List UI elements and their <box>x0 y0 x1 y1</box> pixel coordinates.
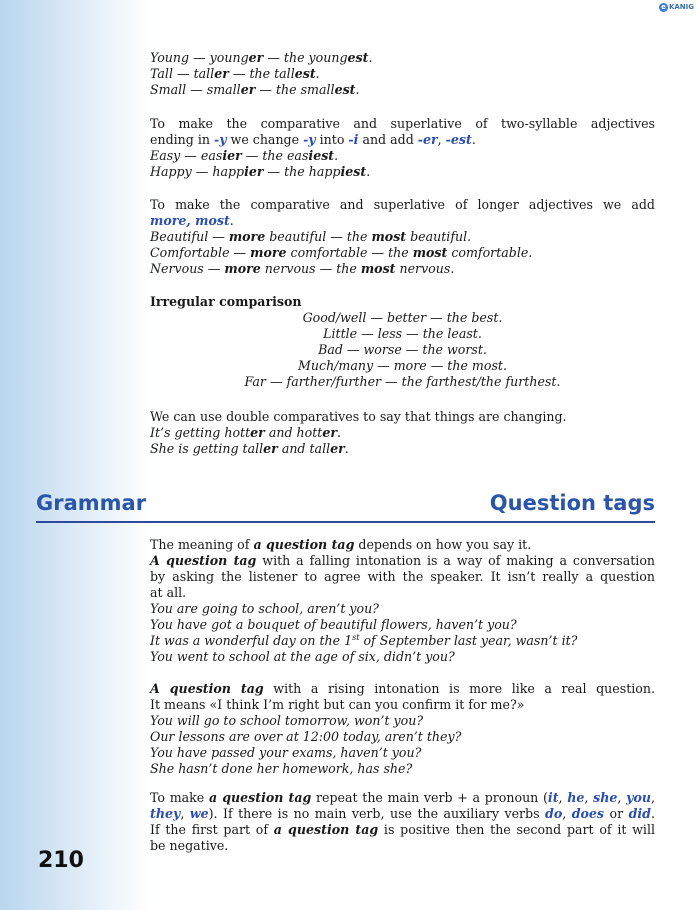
irregular-line: Far — farther/further — the farthest/the furthest. <box>244 374 561 389</box>
adjectives-short <box>150 50 655 98</box>
irregular-comparison <box>150 294 655 390</box>
logo-text: KANIG <box>668 3 694 11</box>
example-line: Easy — easier — the easiest. <box>150 148 339 163</box>
irregular-line: Good/well — better — the best. <box>302 310 503 325</box>
rule-line: more, most. <box>150 213 234 228</box>
rule-line: To make a question tag repeat the main verb + a pronoun (it, he, she, you, <box>150 790 656 805</box>
rule-line: A question tag with a rising intonation is more like a real question. <box>150 681 655 696</box>
publisher-logo <box>659 3 694 12</box>
example-line: Happy — happier — the happiest. <box>150 164 371 179</box>
question-tags-formation <box>150 790 655 854</box>
irregular-line: Little — less — the least. <box>323 326 482 341</box>
rule-line: be negative. <box>150 838 229 853</box>
example-line: Young — younger — the youngest. <box>150 50 373 65</box>
section-subtitle: Irregular comparison <box>150 294 302 309</box>
section-header <box>36 485 655 523</box>
rule-line: To make the comparative and superlative of two-syllable adjectives <box>150 116 655 131</box>
rule-line: they, we). If there is no main verb, use the auxiliary verbs do, does or did. <box>150 806 655 821</box>
example-line: You have passed your exams, haven’t you? <box>150 745 422 760</box>
irregular-line: Much/many — more — the most. <box>298 358 507 373</box>
rule-line: It means «I think I’m right but can you confirm it for me?» <box>150 697 525 712</box>
rule-line: A question tag with a falling intonation is a way of making a conversation <box>150 553 656 568</box>
rule-line: at all. <box>150 585 187 600</box>
example-line: Nervous — more nervous — the most nervous. <box>150 261 455 276</box>
double-comparatives <box>150 409 655 457</box>
example-line: You have got a bouquet of beautiful flowers, haven’t you? <box>150 617 517 632</box>
rule-line: To make the comparative and superlative of longer adjectives we add <box>150 197 655 212</box>
rule-line: by asking the listener to agree with the speaker. It isn’t really a question <box>150 569 655 584</box>
rule-line: The meaning of a question tag depends on how you say it. <box>150 537 532 552</box>
example-line: She hasn’t done her homework, has she? <box>150 761 413 776</box>
rule-line: If the first part of a question tag is positive then the second part of it will <box>150 822 656 837</box>
example-line: Tall — taller — the tallest. <box>150 66 320 81</box>
irregular-line: Bad — worse — the worst. <box>318 342 487 357</box>
question-tags-falling <box>150 537 655 665</box>
example-line: She is getting taller and taller. <box>150 441 349 456</box>
header-grammar: Grammar <box>36 491 147 515</box>
example-line: Our lessons are over at 12:00 today, aren’t they? <box>150 729 462 744</box>
example-line: You went to school at the age of six, didn’t you? <box>150 649 455 664</box>
example-line: Small — smaller — the smallest. <box>150 82 360 97</box>
example-line: You will go to school tomorrow, won’t you? <box>150 713 424 728</box>
side-gradient-band <box>0 0 150 910</box>
adjectives-two-syllable <box>150 116 655 180</box>
example-line: You are going to school, aren’t you? <box>150 601 379 616</box>
logo-icon: e <box>659 3 668 12</box>
example-line: It was a wonderful day on the 1st of September last year, wasn’t it? <box>150 632 578 648</box>
question-tags-rising <box>150 681 655 777</box>
example-line: It’s getting hotter and hotter. <box>150 425 342 440</box>
example-line: Beautiful — more beautiful — the most beautiful. <box>150 229 472 244</box>
rule-line: ending in -y we change -y into -i and add -er, -est. <box>150 132 476 147</box>
page-number: 210 <box>38 848 84 873</box>
header-question-tags: Question tags <box>489 491 655 515</box>
rule-line: We can use double comparatives to say that things are changing. <box>150 409 567 424</box>
example-line: Comfortable — more comfortable — the most comfortable. <box>150 245 533 260</box>
adjectives-longer <box>150 197 655 277</box>
